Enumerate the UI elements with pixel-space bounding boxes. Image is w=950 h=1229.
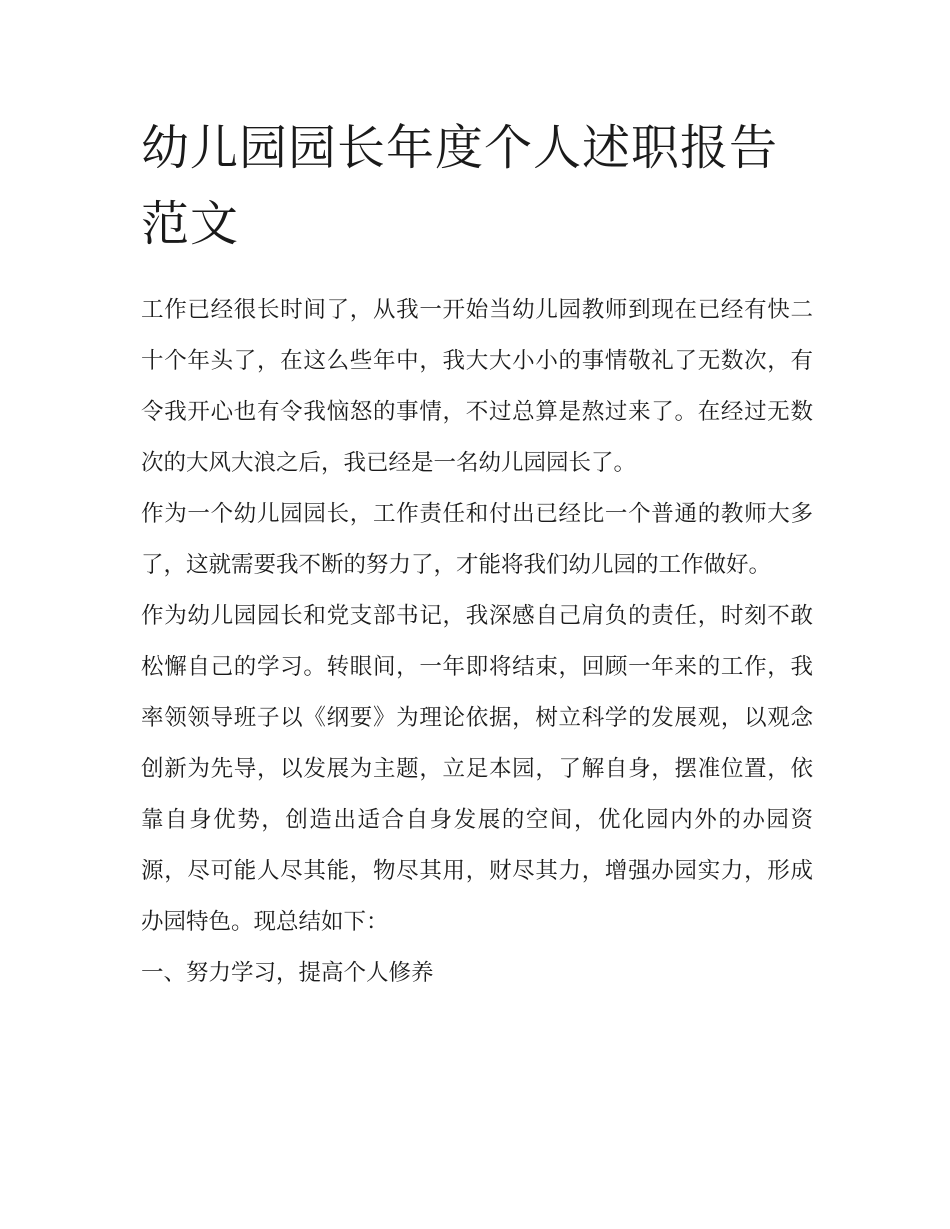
section-heading-study: 一、努力学习，提高个人修养 bbox=[141, 960, 434, 986]
paragraph-intro: 工作已经很长时间了，从我一开始当幼儿园教师到现在已经有快二十个年头了，在这么些年中，我大大小小的事情敬礼了无数次，有令我开心也有令我恼怒的事情，不过总算是熬过来了。在经过无数次的大风大浪之后，我已经是一名幼儿园园长了。 bbox=[141, 297, 813, 476]
document-title: 幼儿园园长年度个人述职报告范文 bbox=[141, 120, 779, 252]
document-body bbox=[141, 110, 813, 999]
paragraph-responsibility: 作为一个幼儿园园长，工作责任和付出已经比一个普通的教师大多了，这就需要我不断的努力了，才能将我们幼儿园的工作做好。 bbox=[141, 501, 813, 578]
paragraph-summary: 作为幼儿园园长和党支部书记，我深感自己肩负的责任，时刻不敢松懈自己的学习。转眼间，一年即将结束，回顾一年来的工作，我率领领导班子以《纲要》为理论依据，树立科学的发展观，以观念创新为先导，以发展为主题，立足本园，了解自身，摆准位置，依靠自身优势，创造出适合自身发展的空间，优化园内外的办园资源，尽可能人尽其能，物尽其用，财尽其力，增强办园实力，形成办园特色。现总结如下： bbox=[141, 603, 813, 935]
